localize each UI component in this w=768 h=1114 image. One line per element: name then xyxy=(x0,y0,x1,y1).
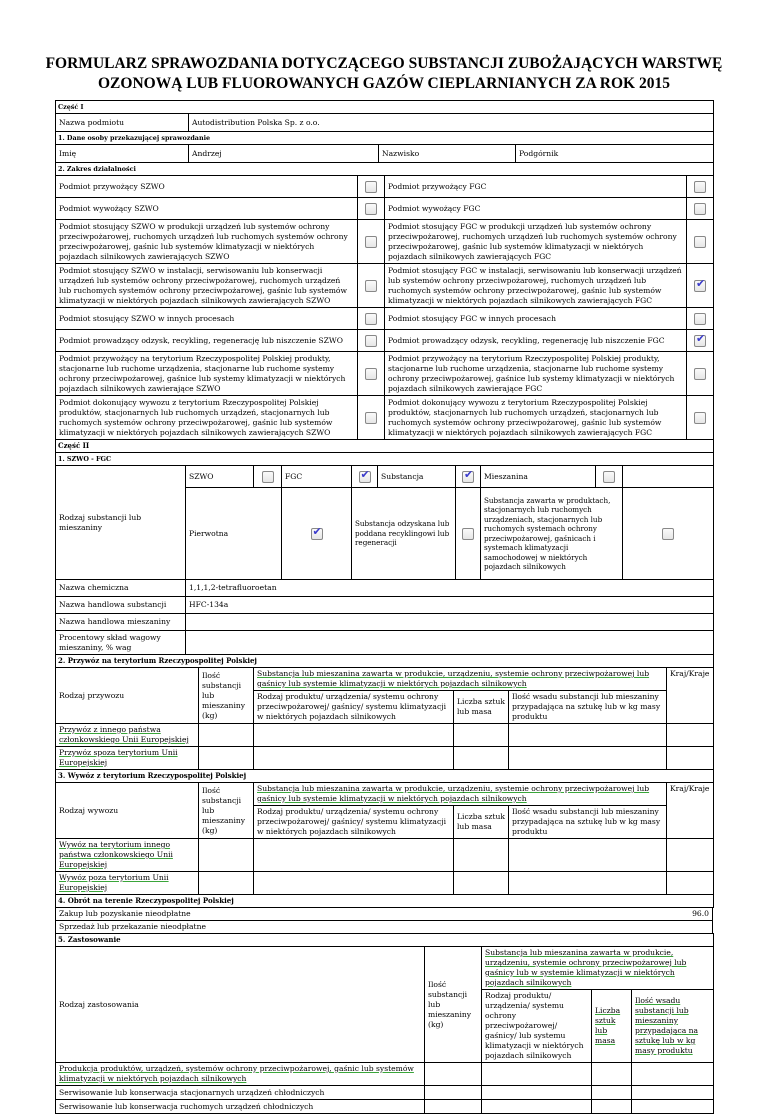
w-produktach-checkbox[interactable] xyxy=(662,528,674,540)
purchase-value[interactable]: 96.0 xyxy=(692,909,709,918)
scope-right-label: Podmiot stosujący FGC w produkcji urządzeń lub systemów ochrony przeciwpożarowej, ruchomych urządzeń lub ruchomych systemów ochrony przeciwpożarowej, gaśnic lub systemów klimatyzacji w niektórych pojazdach silnikowych zawierających FGC xyxy=(385,220,687,264)
part2-table xyxy=(55,439,714,655)
percent-field[interactable] xyxy=(186,631,714,655)
substance-type-label: Rodzaj substancji lub mieszaniny xyxy=(56,466,186,580)
import-product-label: Rodzaj produktu/ urządzenia/ systemu ochrony przeciwpożarowej/ gaśnicy/ systemu klimatyzacji w niektórych pojazdach silnikowych xyxy=(254,691,454,724)
usage-qty-label: Ilość substancji lub mieszaniny (kg) xyxy=(425,947,482,1063)
scope-left-checkbox[interactable] xyxy=(365,203,377,215)
scope-right-label: Podmiot przywożący na terytorium Rzeczypospolitej Polskiej produkty, stacjonarne lub ruchome urządzenia, stacjonarne lub ruchome systemy ochrony przeciwpożarowej, gaśnice lub systemy klimatyzacji w niektórych pojazdach silnikowych zawierające FGC xyxy=(385,352,687,396)
export-eu-charge[interactable] xyxy=(509,839,667,872)
export-noneu-label: Wywóz poza terytorium Unii Europejskiej xyxy=(56,872,199,895)
usage-mobile-product[interactable] xyxy=(482,1100,592,1114)
export-eu-count[interactable] xyxy=(454,839,509,872)
scope-left-checkbox[interactable] xyxy=(365,181,377,193)
import-country-label: Kraj/Kraje xyxy=(667,668,714,724)
export-eu-country[interactable] xyxy=(667,839,714,872)
substancja-checkbox-checked[interactable] xyxy=(462,471,474,483)
scope-left-label: Podmiot stosujący SZWO w produkcji urządzeń lub systemów ochrony przeciwpożarowej, ruchomych urządzeń lub ruchomych systemów ochrony przeciwpożarowej, gaśnic lub systemów klimatyzacji w niektórych pojazdach silnikowych zawierających SZWO xyxy=(56,220,358,264)
pierwotna-checkbox-checked[interactable] xyxy=(311,528,323,540)
odzyskana-label: Substancja odzyskana lub poddana recyklingowi lub regeneracji xyxy=(352,488,456,580)
usage-production-count[interactable] xyxy=(592,1063,632,1086)
import-noneu-country[interactable] xyxy=(667,747,714,770)
mieszanina-label: Mieszanina xyxy=(481,466,596,488)
usage-production-label: Produkcja produktów, urządzeń, systemów ochrony przeciwpożarowej, gaśnic lub systemów klimatyzacji w niektórych pojazdach silnikowych xyxy=(56,1063,425,1086)
mix-name-field[interactable] xyxy=(186,614,714,631)
scope-left-label: Podmiot przywożący na terytorium Rzeczypospolitej Polskiej produkty, stacjonarne lub ruchome urządzenia, stacjonarne lub ruchome systemy ochrony przeciwpożarowej, gaśnice lub systemy klimatyzacji w niektórych pojazdach silnikowych zawierające SZWO xyxy=(56,352,358,396)
sale-label: Sprzedaż lub przekazanie nieodpłatne xyxy=(59,922,206,931)
person-section-header: 1. Dane osoby przekazującej sprawozdanie xyxy=(56,132,714,145)
import-noneu-count[interactable] xyxy=(454,747,509,770)
export-contained-label: Substancja lub mieszanina zawarta w produkcie, urządzeniu, systemie ochrony przeciwpożarowej lub gaśnicy lub systemie klimatyzacji w niektórych pojazdach silnikowych xyxy=(254,783,667,806)
export-noneu-qty[interactable] xyxy=(199,872,254,895)
report-form xyxy=(55,100,713,1114)
scope-left-label: Podmiot stosujący SZWO w instalacji, serwisowaniu lub konserwacji urządzeń lub systemów ochrony przeciwpożarowej, ruchomych urządzeń lub ruchomych systemów ochrony przeciwpożarowej, gaśnic lub systemów klimatyzacji w niektórych pojazdach silnikowych zawierających SZWO xyxy=(56,264,358,308)
usage-stationary-product[interactable] xyxy=(482,1086,592,1100)
import-table xyxy=(55,654,714,770)
scope-section-header: 2. Zakres działalności xyxy=(56,163,714,176)
last-name-field[interactable]: Podgórnik xyxy=(516,145,714,163)
pierwotna-label: Pierwotna xyxy=(186,488,282,580)
usage-header: 5. Zastosowanie xyxy=(56,934,714,947)
usage-stationary-count[interactable] xyxy=(592,1086,632,1100)
export-eu-label: Wywóz na terytorium innego państwa członkowskiego Unii Europejskiej xyxy=(56,839,199,872)
mieszanina-checkbox[interactable] xyxy=(603,471,615,483)
form-title: FORMULARZ SPRAWOZDANIA DOTYCZĄCEGO SUBSTANCJI ZUBOŻAJĄCYCH WARSTWĘ OZONOWĄ LUB FLUOROWANYCH GAZÓW CIEPLARNIANYCH ZA ROK 2015 xyxy=(45,55,723,92)
percent-label: Procentowy skład wagowy mieszaniny, % wag xyxy=(56,631,186,655)
chem-name-field[interactable]: 1,1,1,2-tetrafluoroetan xyxy=(186,580,714,597)
export-kind-label: Rodzaj wywozu xyxy=(56,783,199,839)
scope-left-checkbox[interactable] xyxy=(365,313,377,325)
import-eu-country[interactable] xyxy=(667,724,714,747)
scope-left-label: Podmiot prowadzący odzysk, recykling, regenerację lub niszczenie SZWO xyxy=(56,330,358,352)
export-header: 3. Wywóz z terytorium Rzeczypospolitej Polskiej xyxy=(56,770,714,783)
scope-left-label: Podmiot wywożący SZWO xyxy=(56,198,358,220)
import-charge-label: Ilość wsadu substancji lub mieszaniny przypadająca na sztukę lub w kg masy produktu xyxy=(509,691,667,724)
scope-right-label: Podmiot stosujący FGC w instalacji, serwisowaniu lub konserwacji urządzeń lub systemów ochrony przeciwpożarowej, ruchomych urządzeń lub ruchomych systemów ochrony przeciwpożarowej, gaśnic lub systemów klimatyzacji w niektórych pojazdach silnikowych zawierających FGC xyxy=(385,264,687,308)
scope-left-label: Podmiot stosujący SZWO w innych procesach xyxy=(56,308,358,330)
scope-right-label: Podmiot stosujący FGC w innych procesach xyxy=(385,308,687,330)
fgc-checkbox-checked[interactable] xyxy=(359,471,371,483)
last-name-label: Nazwisko xyxy=(379,145,516,163)
scope-right-checkbox[interactable] xyxy=(694,236,706,248)
scope-left-checkbox[interactable] xyxy=(365,368,377,380)
import-noneu-product[interactable] xyxy=(254,747,454,770)
part1-table xyxy=(55,100,714,176)
mix-name-label: Nazwa handlowa mieszaniny xyxy=(56,614,186,631)
usage-production-product[interactable] xyxy=(482,1063,592,1086)
sale-row xyxy=(55,921,713,934)
usage-production-charge[interactable] xyxy=(632,1063,714,1086)
import-eu-qty[interactable] xyxy=(199,724,254,747)
export-noneu-country[interactable] xyxy=(667,872,714,895)
entity-label: Nazwa podmiotu xyxy=(56,114,189,132)
usage-table xyxy=(55,933,714,1114)
export-table xyxy=(55,769,714,895)
purchase-label: Zakup lub pozyskanie nieodpłatne xyxy=(59,909,191,918)
usage-mobile-label: Serwisowanie lub konserwacja ruchomych urządzeń chłodniczych xyxy=(56,1100,425,1114)
usage-stationary-label: Serwisowanie lub konserwacja stacjonarnych urządzeń chłodniczych xyxy=(56,1086,425,1100)
import-count-label: Liczba sztuk lub masa xyxy=(454,691,509,724)
scope-left-label: Podmiot dokonujący wywozu z terytorium Rzeczypospolitej Polskiej produktów, stacjonarnych lub ruchomych urządzeń, stacjonarnych lub ruchomych systemów ochrony przeciwpożarowej, gaśnic lub systemów klimatyzacji w niektórych pojazdach silnikowych zawierających SZWO xyxy=(56,396,358,440)
scope-right-label: Podmiot przywożący FGC xyxy=(385,176,687,198)
usage-mobile-count[interactable] xyxy=(592,1100,632,1114)
export-noneu-count[interactable] xyxy=(454,872,509,895)
odzyskana-checkbox[interactable] xyxy=(462,528,474,540)
usage-contained-label: Substancja lub mieszanina zawarta w produkcie, urządzeniu, systemie ochrony przeciwpożarowej lub gaśnicy lub w systemie klimatyzacji w niektórych pojazdach silnikowych xyxy=(482,947,714,990)
scope-right-checkbox-checked[interactable] xyxy=(694,280,706,292)
w-produktach-label: Substancja zawarta w produktach, stacjonarnych lub ruchomych urządzeniach, stacjonarnych lub ruchomych systemach ochrony przeciwpożarowej, gaśnicach i systemach klimatyzacji samochodowej w niektórych pojazdach silnikowych xyxy=(481,488,623,580)
scope-right-checkbox-checked[interactable] xyxy=(694,335,706,347)
export-noneu-charge[interactable] xyxy=(509,872,667,895)
scope-left-checkbox[interactable] xyxy=(365,412,377,424)
import-noneu-label: Przywóz spoza terytorium Unii Europejskiej xyxy=(56,747,199,770)
import-noneu-qty[interactable] xyxy=(199,747,254,770)
import-qty-label: Ilość substancji lub mieszaniny (kg) xyxy=(199,668,254,724)
substancja-label: Substancja xyxy=(378,466,456,488)
export-qty-label: Ilość substancji lub mieszaniny (kg) xyxy=(199,783,254,839)
usage-kind-label: Rodzaj zastosowania xyxy=(56,947,425,1063)
chem-name-label: Nazwa chemiczna xyxy=(56,580,186,597)
purchase-row xyxy=(55,908,713,921)
usage-stationary-charge[interactable] xyxy=(632,1086,714,1100)
usage-count-label: Liczba sztuk lub masa xyxy=(592,990,632,1063)
entity-field[interactable]: Autodistribution Polska Sp. z o.o. xyxy=(189,114,714,132)
import-header: 2. Przywóz na terytorium Rzeczypospolitej Polskiej xyxy=(56,655,714,668)
scope-right-checkbox[interactable] xyxy=(694,313,706,325)
trade-name-label: Nazwa handlowa substancji xyxy=(56,597,186,614)
part2-label: Część II xyxy=(56,440,714,453)
scope-right-label: Podmiot dokonujący wywozu z terytorium Rzeczypospolitej Polskiej produktów, stacjonarnych lub ruchomych urządzeń, stacjonarnych lub ruchomych systemów ochrony przeciwpożarowej, gaśnic lub systemów klimatyzacji w niektórych pojazdach silnikowych zawierających FGC xyxy=(385,396,687,440)
scope-left-checkbox[interactable] xyxy=(365,280,377,292)
export-charge-label: Ilość wsadu substancji lub mieszaniny przypadająca na sztukę lub w kg masy produktu xyxy=(509,806,667,839)
export-country-label: Kraj/Kraje xyxy=(667,783,714,839)
scope-left-label: Podmiot przywożący SZWO xyxy=(56,176,358,198)
scope-right-label: Podmiot wywożący FGC xyxy=(385,198,687,220)
usage-stationary-qty[interactable] xyxy=(425,1086,482,1100)
usage-mobile-qty[interactable] xyxy=(425,1100,482,1114)
scope-right-checkbox[interactable] xyxy=(694,203,706,215)
szwo-checkbox[interactable] xyxy=(262,471,274,483)
scope-table xyxy=(55,175,714,440)
usage-production-qty[interactable] xyxy=(425,1063,482,1086)
export-product-label: Rodzaj produktu/ urządzenia/ systemu ochrony przeciwpożarowej/ gaśnicy/ systemu klimatyzacji w niektórych pojazdach silnikowych xyxy=(254,806,454,839)
scope-left-checkbox[interactable] xyxy=(365,236,377,248)
trade-name-field[interactable]: HFC-134a xyxy=(186,597,714,614)
szwo-fgc-header: 1. SZWO - FGC xyxy=(56,453,714,466)
first-name-field[interactable]: Andrzej xyxy=(189,145,379,163)
export-eu-qty[interactable] xyxy=(199,839,254,872)
first-name-label: Imię xyxy=(56,145,189,163)
scope-right-checkbox[interactable] xyxy=(694,412,706,424)
szwo-label: SZWO xyxy=(186,466,254,488)
export-count-label: Liczba sztuk lub masa xyxy=(454,806,509,839)
import-eu-product[interactable] xyxy=(254,724,454,747)
import-eu-label: Przywóz z innego państwa członkowskiego Unii Europejskiej xyxy=(56,724,199,747)
import-kind-label: Rodzaj przywozu xyxy=(56,668,199,724)
scope-left-checkbox[interactable] xyxy=(365,335,377,347)
fgc-label: FGC xyxy=(282,466,352,488)
usage-product-label: Rodzaj produktu/ urządzenia/ systemu ochrony przeciwpożarowej/ gaśnicy/ lub systemu klimatyzacji w niektórych pojazdach silnikowych xyxy=(482,990,592,1063)
domestic-table xyxy=(55,894,714,908)
domestic-header: 4. Obrót na terenie Rzeczypospolitej Polskiej xyxy=(56,895,714,908)
usage-mobile-charge[interactable] xyxy=(632,1100,714,1114)
import-eu-charge[interactable] xyxy=(509,724,667,747)
scope-right-label: Podmiot prowadzący odzysk, recykling, regenerację lub niszczenie FGC xyxy=(385,330,687,352)
import-noneu-charge[interactable] xyxy=(509,747,667,770)
export-eu-product[interactable] xyxy=(254,839,454,872)
export-noneu-product[interactable] xyxy=(254,872,454,895)
usage-charge-label: Ilość wsadu substancji lub mieszaniny przypadająca na sztukę lub w kg masy produktu xyxy=(632,990,714,1063)
scope-right-checkbox[interactable] xyxy=(694,368,706,380)
import-eu-count[interactable] xyxy=(454,724,509,747)
scope-right-checkbox[interactable] xyxy=(694,181,706,193)
import-contained-label: Substancja lub mieszanina zawarta w produkcie, urządzeniu, systemie ochrony przeciwpożarowej lub gaśnicy lub systemie klimatyzacji w niektórych pojazdach silnikowych xyxy=(254,668,667,691)
part1-label: Część I xyxy=(56,101,714,114)
